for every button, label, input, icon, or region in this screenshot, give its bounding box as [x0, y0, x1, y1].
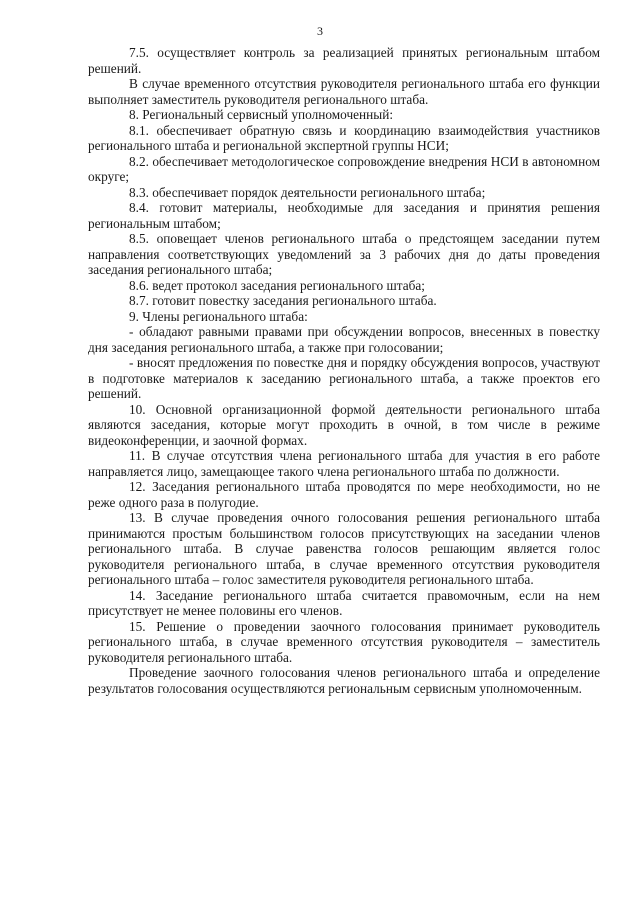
paragraph-8-5: 8.5. оповещает членов регионального штаба о предстоящем заседании путем направления соответствующих уведомлений за 3 рабочих дня до даты проведения заседания регионального штаба;: [88, 231, 600, 277]
paragraph-7-5: 7.5. осуществляет контроль за реализацией принятых региональным штабом решений.: [88, 45, 600, 76]
document-body: [88, 45, 600, 696]
paragraph-8-1: 8.1. обеспечивает обратную связь и координацию взаимодействия участников регионального штаба и региональной экспертной группы НСИ;: [88, 122, 600, 153]
paragraph-9-heading: 9. Члены регионального штаба:: [129, 308, 308, 324]
paragraph-absentee-voting: Проведение заочного голосования членов регионального штаба и определение результатов голосования осуществляются региональным сервисным уполномоченным.: [88, 665, 600, 696]
list-item-proposals: - вносят предложения по повестке дня и порядку обсуждения вопросов, участвуют в подготовке материалов к заседанию регионального штаба, а также проектов его решений.: [88, 355, 600, 401]
paragraph-8-7: 8.7. готовит повестку заседания регионального штаба.: [129, 293, 437, 308]
paragraph-deputy-functions: В случае временного отсутствия руководителя регионального штаба его функции выполняет заместитель руководителя регионального штаба.: [88, 76, 600, 107]
paragraph-10: 10. Основной организационной формой деятельности регионального штаба являются заседания, которые могут проходить в очной, в том числе в режиме видеоконференции, и заочной формах.: [88, 401, 600, 448]
paragraph-8-6: 8.6. ведет протокол заседания регионального штаба;: [129, 277, 425, 293]
paragraph-8-2: 8.2. обеспечивает методологическое сопровождение внедрения НСИ в автономном округе;: [88, 153, 600, 184]
paragraph-14: 14. Заседание регионального штаба считается правомочным, если на нем присутствует не менее половины его членов.: [88, 587, 600, 618]
paragraph-8-3: 8.3. обеспечивает порядок деятельности регионального штаба;: [129, 184, 486, 200]
paragraph-15: 15. Решение о проведении заочного голосования принимает руководитель регионального штаба, в случае временного отсутствия руководителя – заместитель руководителя регионального штаба.: [88, 618, 600, 665]
paragraph-13: 13. В случае проведения очного голосования решения регионального штаба принимаются простым большинством голосов присутствующих на заседании членов регионального штаба. В случае равенства голосов решающим является голос руководителя регионального штаба, в случае временного отсутствия руководителя регионального штаба – голос заместителя руководителя регионального штаба.: [88, 510, 600, 587]
list-item-equal-rights: - обладают равными правами при обсуждении вопросов, внесенных в повестку дня заседания регионального штаба, а также при голосовании;: [88, 324, 600, 355]
paragraph-12: 12. Заседания регионального штаба проводятся по мере необходимости, но не реже одного раза в полугодие.: [88, 479, 600, 510]
paragraph-11: 11. В случае отсутствия члена регионального штаба для участия в его работе направляется лицо, замещающее такого члена регионального штаба по должности.: [88, 448, 600, 479]
paragraph-8-4: 8.4. готовит материалы, необходимые для заседания и принятия решения региональным штабом;: [88, 200, 600, 231]
paragraph-8-heading: 8. Региональный сервисный уполномоченный:: [129, 107, 394, 122]
page-number: 3: [317, 24, 323, 38]
